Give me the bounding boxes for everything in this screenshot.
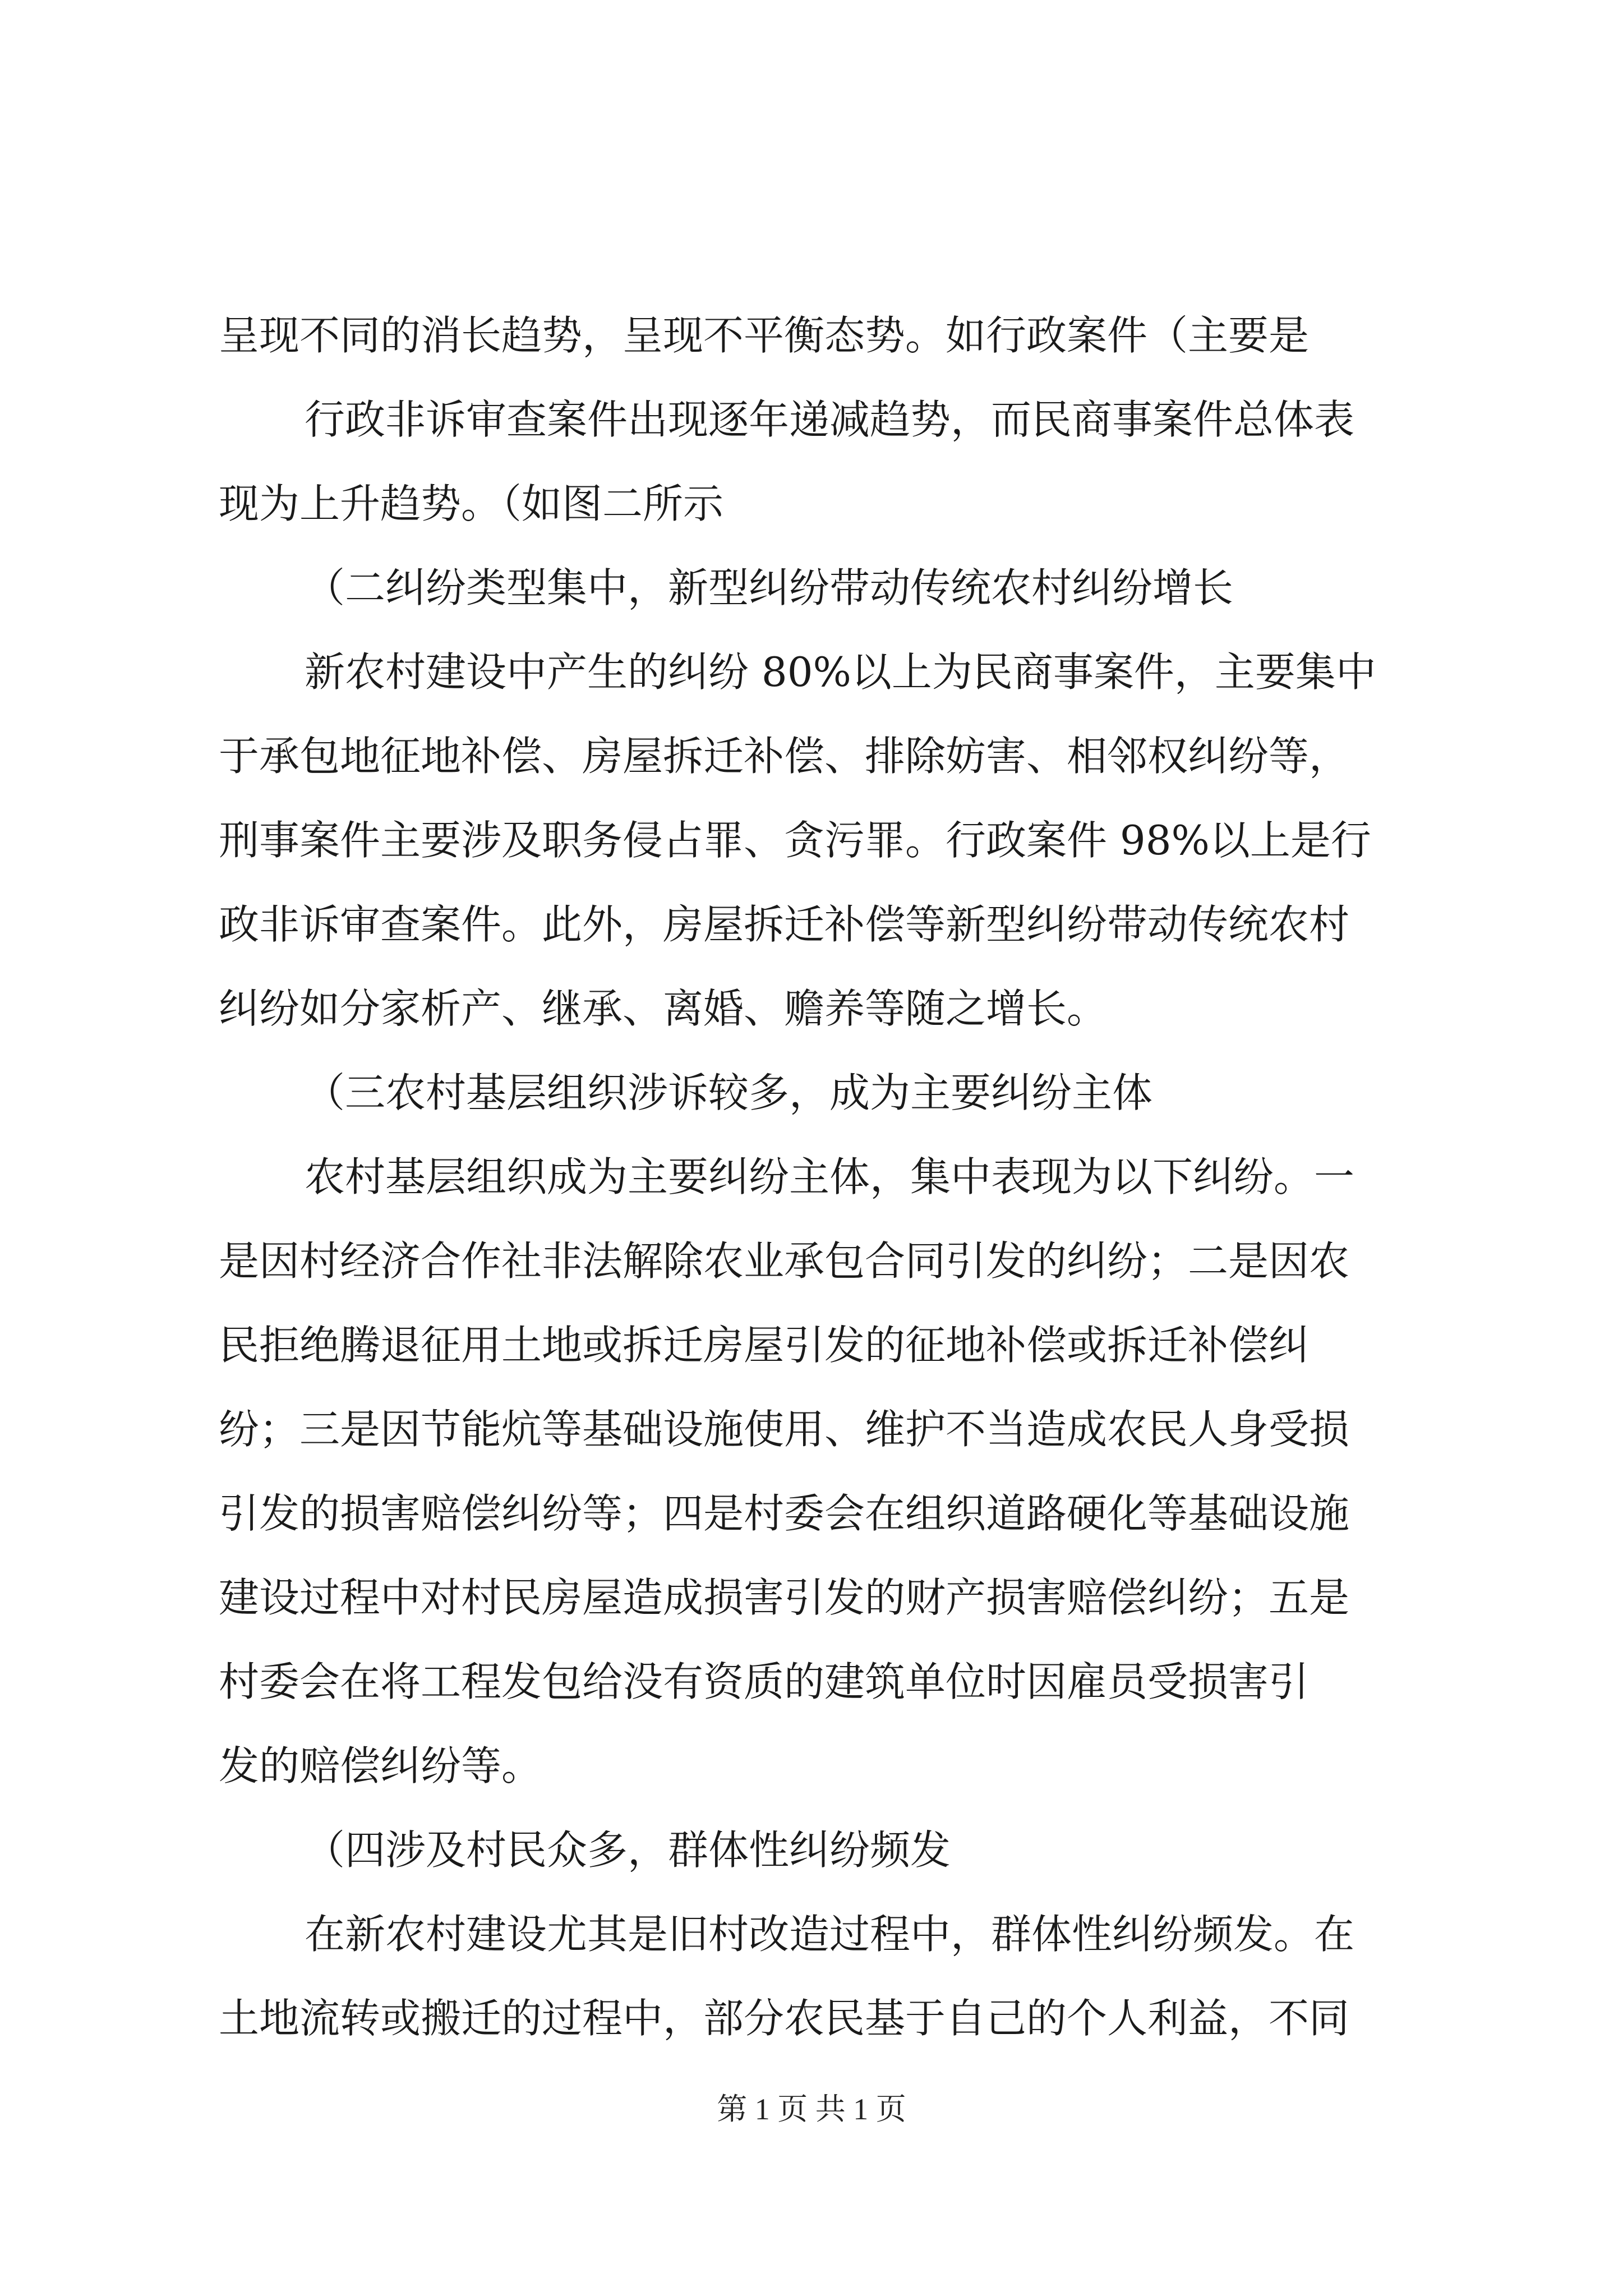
text-line: 引发的损害赔偿纠纷等；四是村委会在组织道路硬化等基础设施 bbox=[219, 1490, 1350, 1537]
text-line: 刑事案件主要涉及职务侵占罪、贪污罪。行政案件 98%以上是行 bbox=[219, 817, 1371, 864]
text-line: 行政非诉审查案件出现逐年递减趋势，而民商事案件总体表 bbox=[305, 396, 1355, 443]
text-line: 土地流转或搬迁的过程中，部分农民基于自己的个人利益，不同 bbox=[219, 1995, 1350, 2042]
text-line: 政非诉审查案件。此外，房屋拆迁补偿等新型纠纷带动传统农村 bbox=[219, 901, 1350, 948]
text-line: 发的赔偿纠纷等。 bbox=[219, 1742, 542, 1789]
text-line: 民拒绝腾退征用土地或拆迁房屋引发的征地补偿或拆迁补偿纠 bbox=[219, 1322, 1310, 1369]
text-line: 农村基层组织成为主要纠纷主体，集中表现为以下纠纷。一 bbox=[305, 1153, 1355, 1200]
section-heading: （二纠纷类型集中，新型纠纷带动传统农村纠纷增长 bbox=[305, 564, 1234, 611]
section-heading: （四涉及村民众多，群体性纠纷频发 bbox=[305, 1826, 951, 1874]
text-line: 是因村经济合作社非法解除农业承包合同引发的纠纷；二是因农 bbox=[219, 1237, 1350, 1285]
section-heading: （三农村基层组织涉诉较多，成为主要纠纷主体 bbox=[305, 1069, 1153, 1116]
text-line: 于承包地征地补偿、房屋拆迁补偿、排除妨害、相邻权纠纷等， bbox=[219, 733, 1350, 780]
text-line: 建设过程中对村民房屋造成损害引发的财产损害赔偿纠纷；五是 bbox=[219, 1574, 1350, 1621]
text-line: 现为上升趋势。（如图二所示 bbox=[219, 480, 724, 527]
text-line: 在新农村建设尤其是旧村改造过程中，群体性纠纷频发。在 bbox=[305, 1911, 1355, 1958]
text-line: 纷；三是因节能炕等基础设施使用、维护不当造成农民人身受损 bbox=[219, 1406, 1350, 1453]
page-footer: 第 1 页 共 1 页 bbox=[717, 2092, 906, 2126]
text-line: 新农村建设中产生的纠纷 80%以上为民商事案件，主要集中 bbox=[305, 648, 1376, 696]
text-line: 村委会在将工程发包给没有资质的建筑单位时因雇员受损害引 bbox=[219, 1658, 1310, 1705]
text-line: 呈现不同的消长趋势，呈现不平衡态势。如行政案件（主要是 bbox=[219, 312, 1310, 359]
text-line: 纠纷如分家析产、继承、离婚、赡养等随之增长。 bbox=[219, 985, 1108, 1032]
